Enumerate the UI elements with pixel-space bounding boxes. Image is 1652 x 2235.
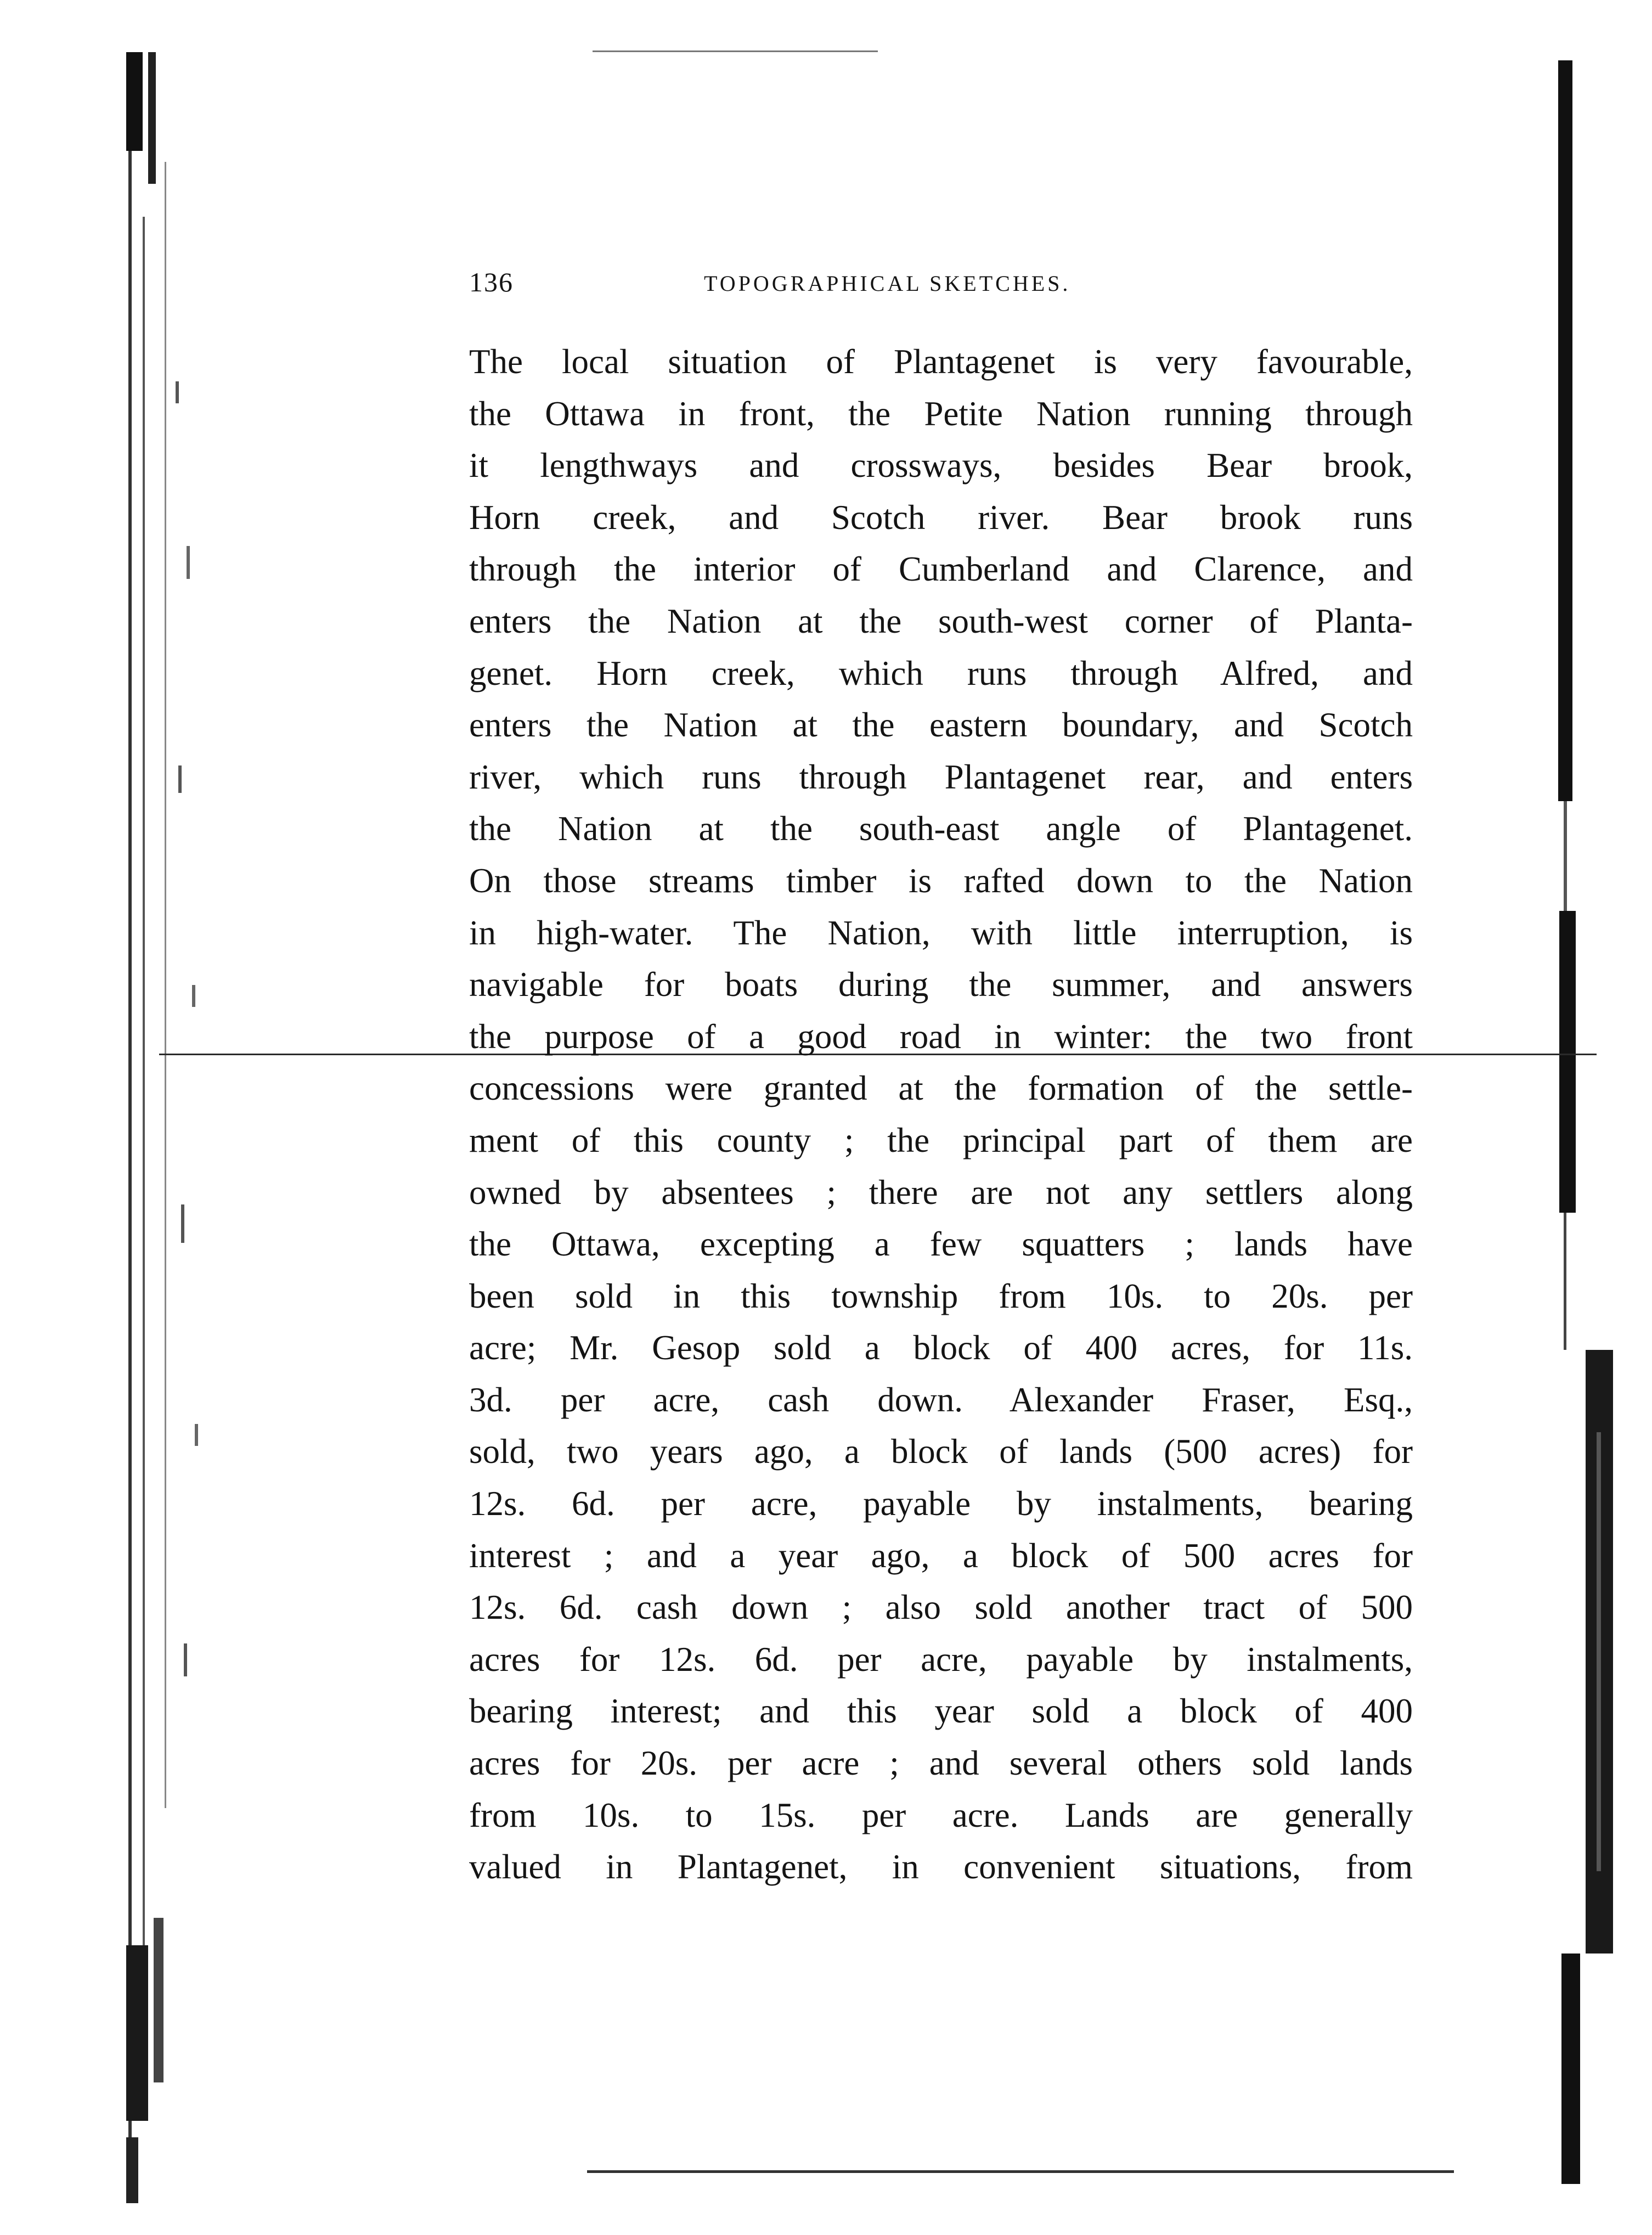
text-line: the purpose of a good road in winter: the two front <box>469 1017 1413 1056</box>
running-head: TOPOGRAPHICAL SKETCHES. <box>704 271 1071 296</box>
text-line: the Ottawa in front, the Petite Nation running through <box>469 394 1413 433</box>
text-line: enters the Nation at the south-west corner of Planta- <box>469 601 1413 640</box>
text-line: On those streams timber is rafted down to the Nation <box>469 861 1413 900</box>
text-line: been sold in this township from 10s. to 20s. per <box>469 1276 1413 1315</box>
text-line: it lengthways and crossways, besides Bear brook, <box>469 446 1413 485</box>
text-line: enters the Nation at the eastern boundary, and Scotch <box>469 706 1413 745</box>
scan-bottom-edge-line <box>587 2170 1454 2173</box>
text-line: interest ; and a year ago, a block of 500 acres for <box>469 1536 1413 1575</box>
scan-edge-right <box>1547 60 1624 2189</box>
text-line: genet. Horn creek, which runs through Alfred, and <box>469 654 1413 693</box>
text-line: 12s. 6d. per acre, payable by instalments, bearing <box>469 1484 1413 1523</box>
text-line: 12s. 6d. cash down ; also sold another tract of 500 <box>469 1588 1413 1627</box>
text-line: concessions were granted at the formation of the settle- <box>469 1069 1413 1108</box>
text-line: 3d. per acre, cash down. Alexander Fraser, Esq., <box>469 1380 1413 1419</box>
text-line: river, which runs through Plantagenet rear, and enters <box>469 757 1413 796</box>
text-line: Horn creek, and Scotch river. Bear brook runs <box>469 498 1413 537</box>
text-line: sold, two years ago, a block of lands (500 acres) for <box>469 1432 1413 1471</box>
page-header <box>469 266 1413 305</box>
text-line: bearing interest; and this year sold a block of 400 <box>469 1692 1413 1731</box>
text-line: through the interior of Cumberland and Clarence, and <box>469 550 1413 589</box>
text-line: the Ottawa, excepting a few squatters ; lands have <box>469 1225 1413 1264</box>
text-line: valued in Plantagenet, in convenient situations, from <box>469 1848 1413 1887</box>
text-line: ment of this county ; the principal part of them are <box>469 1121 1413 1159</box>
text-line: acres for 12s. 6d. per acre, payable by instalments, <box>469 1640 1413 1679</box>
scan-top-edge-line <box>593 50 878 52</box>
text-line: navigable for boats during the summer, and answers <box>469 965 1413 1004</box>
text-line: acres for 20s. per acre ; and several others sold lands <box>469 1744 1413 1783</box>
text-line: The local situation of Plantagenet is very favourable, <box>469 342 1413 381</box>
text-line: the Nation at the south-east angle of Plantagenet. <box>469 809 1413 848</box>
text-line: owned by absentees ; there are not any settlers along <box>469 1173 1413 1212</box>
text-line: in high-water. The Nation, with little interruption, is <box>469 913 1413 952</box>
text-line: from 10s. to 15s. per acre. Lands are generally <box>469 1795 1413 1834</box>
body-paragraph <box>469 336 1413 1893</box>
scan-edge-left <box>126 52 219 2220</box>
text-line: acre; Mr. Gesop sold a block of 400 acres, for 11s. <box>469 1328 1413 1367</box>
page-number: 136 <box>469 267 514 297</box>
